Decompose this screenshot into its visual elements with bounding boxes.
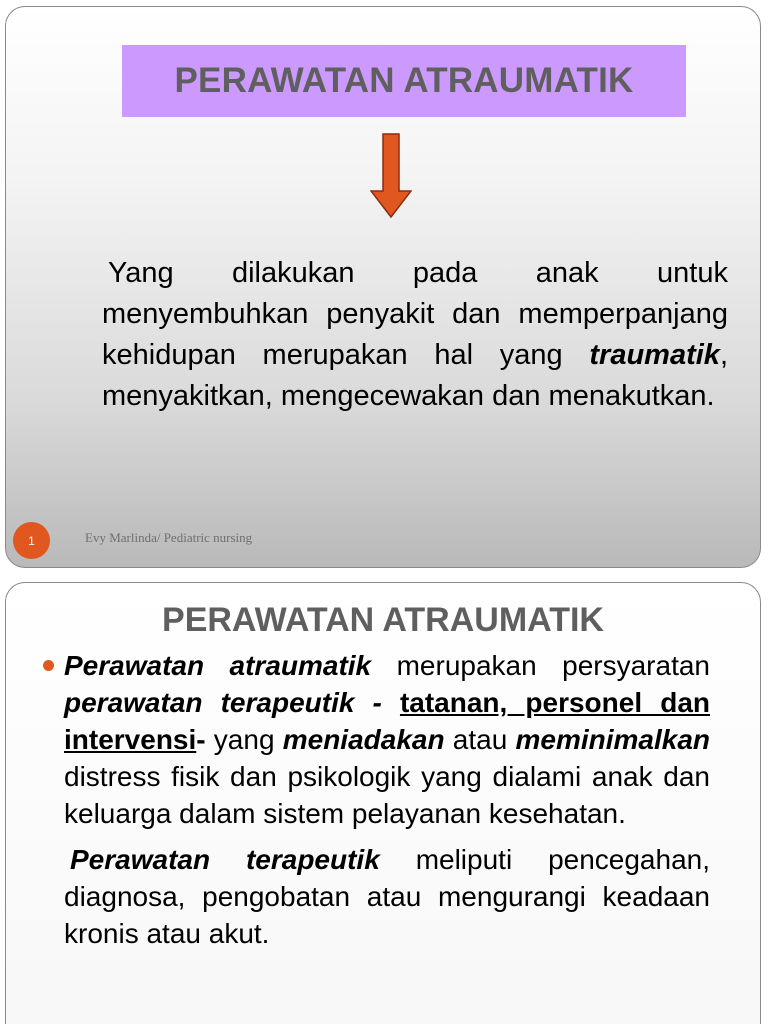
bullet-text-3: yang [205, 724, 283, 755]
bullet-dot-icon [43, 660, 54, 671]
paragraph-text-part2: , menyakitkan, mengecewakan dan menakutkan. [102, 339, 728, 412]
bullet-term-4: meminimalkan [515, 724, 710, 755]
bullet-dash: - [196, 724, 206, 755]
bullet-item [64, 647, 710, 832]
slide-1 [5, 6, 761, 568]
bullet-text-2 [382, 687, 400, 718]
slide-title: PERAWATAN ATRAUMATIK [174, 61, 634, 100]
bullet-term-3: meniadakan [282, 724, 445, 755]
arrow-down-icon [370, 133, 412, 219]
paragraph-term: Perawatan terapeutik [70, 844, 380, 875]
bullet-term: Perawatan atraumatik [64, 650, 372, 681]
title-box [122, 45, 686, 117]
slide-2 [5, 582, 761, 1024]
bullet-term-2: perawatan terapeutik - [64, 687, 382, 718]
paragraph-text-part1: Yang dilakukan pada anak untuk menyembuhkan penyakit dan memperpanjang kehidupan merupakan hal yang [102, 257, 728, 371]
bullet-underlined: tatanan, personel dan intervensi [64, 687, 710, 755]
bullet-block [64, 647, 710, 952]
slide-2-paragraph [64, 841, 710, 952]
slide-number-badge: 1 [13, 522, 50, 559]
paragraph-text: meliputi pencegahan, diagnosa, pengobatan atau mengurangi keadaan kronis atau akut. [64, 844, 710, 949]
slide-title: PERAWATAN ATRAUMATIK [162, 601, 604, 639]
slide-footer: Evy Marlinda/ Pediatric nursing [85, 530, 253, 545]
bullet-text-1: merupakan persyaratan [371, 650, 710, 681]
bullet-text-4: atau [444, 724, 516, 755]
bullet-text-5: distress fisik dan psikologik yang dialami anak dan keluarga dalam sistem pelayanan kesehatan. [64, 761, 710, 829]
slide-1-paragraph [102, 253, 728, 417]
paragraph-emphasis: traumatik [589, 339, 720, 371]
